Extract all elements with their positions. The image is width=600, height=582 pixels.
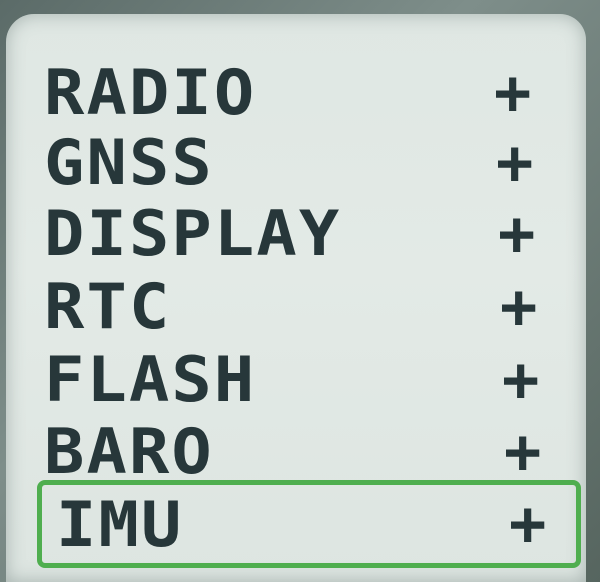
plus-icon: + [496,126,534,199]
menu-item-label: BARO [44,415,214,488]
plus-icon: + [498,197,536,270]
plus-icon: + [494,56,532,129]
menu-item-rtc[interactable] [36,268,566,346]
menu-list [6,14,586,582]
plus-icon: + [504,415,542,488]
menu-item-label: RADIO [44,56,257,129]
menu-item-display[interactable] [36,195,566,273]
menu-item-label: DISPLAY [44,197,342,270]
menu-item-label: FLASH [44,343,257,416]
menu-item-imu[interactable] [37,480,581,568]
menu-item-gnss[interactable] [36,124,566,202]
menu-item-label: RTC [44,270,172,343]
menu-item-label: IMU [56,488,184,561]
menu-item-radio[interactable] [36,54,566,132]
plus-icon: + [502,343,540,416]
lcd-screen [6,14,586,582]
plus-icon: + [500,270,538,343]
menu-item-label: GNSS [44,126,214,199]
plus-icon: + [509,487,547,560]
menu-item-flash[interactable] [36,341,566,419]
